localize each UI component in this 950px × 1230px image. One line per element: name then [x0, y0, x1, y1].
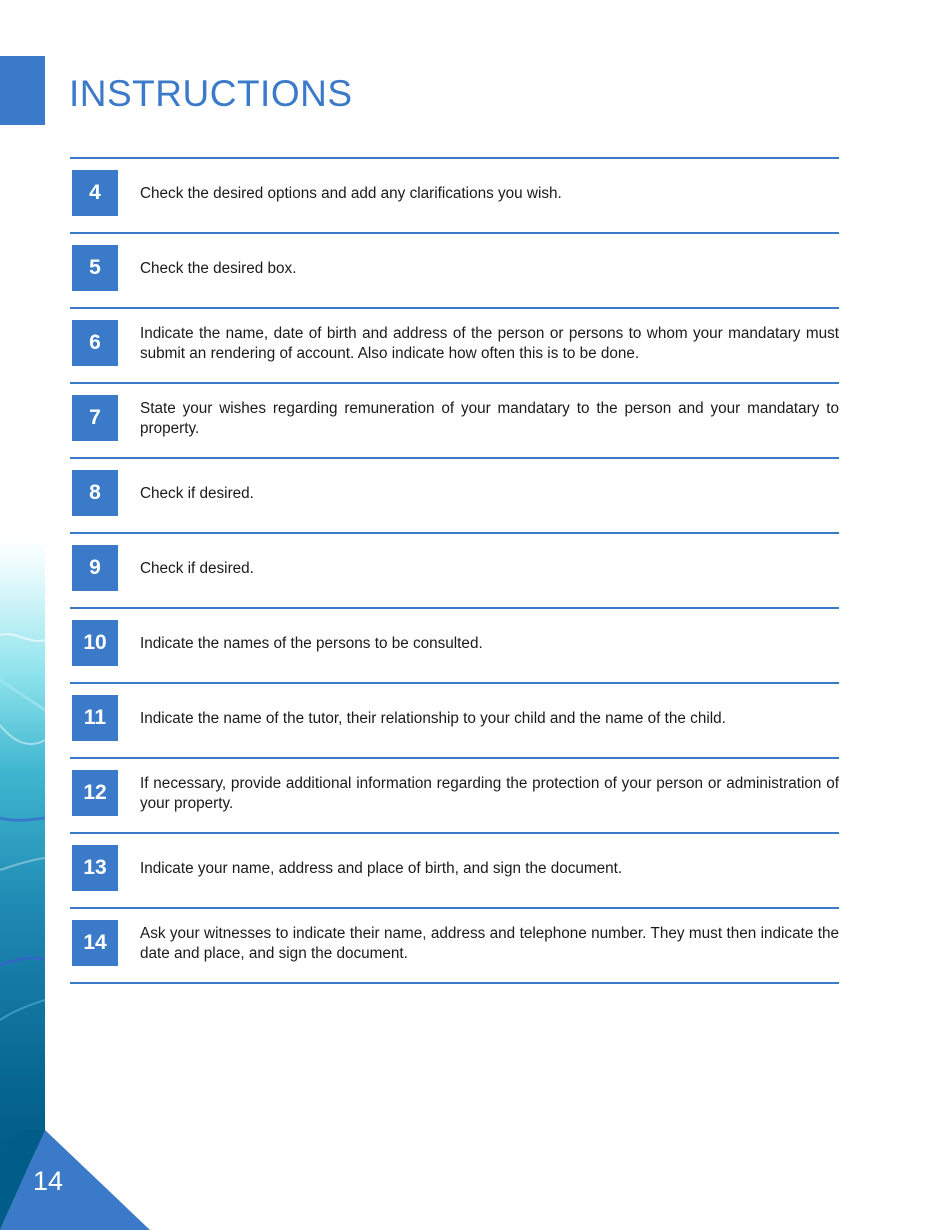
- instruction-text-cell: [140, 234, 839, 303]
- instruction-text: Indicate the name, date of birth and address of the person or persons to whom your mandatary must submit an rendering of account. Also indicate how often this is to be done.: [140, 324, 839, 362]
- instruction-row: [70, 609, 839, 684]
- page-number: 14: [33, 1166, 64, 1196]
- instruction-text: State your wishes regarding remuneration of your mandatary to the person and your mandatary to property.: [140, 399, 839, 437]
- instruction-text: Check if desired.: [140, 559, 254, 577]
- instruction-text-cell: [140, 759, 839, 828]
- instruction-text-cell: [140, 909, 839, 978]
- instruction-row: [70, 459, 839, 534]
- instruction-row: [70, 309, 839, 384]
- instruction-text: Indicate your name, address and place of birth, and sign the document.: [140, 859, 623, 877]
- instruction-text-cell: [140, 384, 839, 453]
- instruction-list: [70, 157, 839, 984]
- instruction-text: Check the desired box.: [140, 259, 297, 277]
- instruction-text-cell: [140, 459, 839, 528]
- instruction-number-badge: 10: [72, 620, 118, 666]
- instruction-row: [70, 534, 839, 609]
- instruction-text: If necessary, provide additional information regarding the protection of your person or administration of your property.: [140, 774, 839, 812]
- instruction-text: Indicate the name of the tutor, their relationship to your child and the name of the child.: [140, 709, 726, 727]
- wave-graphic: [0, 540, 45, 1150]
- instruction-text: Check if desired.: [140, 484, 254, 502]
- header-tab-decoration: [0, 56, 45, 125]
- instruction-text-cell: [140, 609, 839, 678]
- instruction-number-badge: 14: [72, 920, 118, 966]
- corner-triangle-decoration: [0, 1130, 150, 1230]
- instruction-text: Check the desired options and add any clarifications you wish.: [140, 184, 562, 202]
- instruction-row: [70, 834, 839, 909]
- instruction-number-badge: 9: [72, 545, 118, 591]
- instruction-row: [70, 384, 839, 459]
- instruction-text-cell: [140, 159, 839, 228]
- instruction-number-badge: 5: [72, 245, 118, 291]
- instruction-number-badge: 13: [72, 845, 118, 891]
- instruction-number-badge: 6: [72, 320, 118, 366]
- instruction-row: [70, 909, 839, 984]
- side-wave-decoration: [0, 540, 45, 1150]
- instruction-row: [70, 159, 839, 234]
- instruction-number-badge: 11: [72, 695, 118, 741]
- instruction-text: Ask your witnesses to indicate their name, address and telephone number. They must then indicate the date and place, and sign the document.: [140, 924, 839, 962]
- instruction-number-badge: 4: [72, 170, 118, 216]
- instruction-number-badge: 7: [72, 395, 118, 441]
- instruction-number-badge: 8: [72, 470, 118, 516]
- instruction-row: [70, 234, 839, 309]
- instruction-row: [70, 684, 839, 759]
- instruction-text: Indicate the names of the persons to be consulted.: [140, 634, 483, 652]
- page-title: INSTRUCTIONS: [69, 73, 353, 114]
- instruction-text-cell: [140, 309, 839, 378]
- instruction-number-badge: 12: [72, 770, 118, 816]
- instruction-row: [70, 759, 839, 834]
- instruction-text-cell: [140, 534, 839, 603]
- instruction-text-cell: [140, 684, 839, 753]
- instruction-text-cell: [140, 834, 839, 903]
